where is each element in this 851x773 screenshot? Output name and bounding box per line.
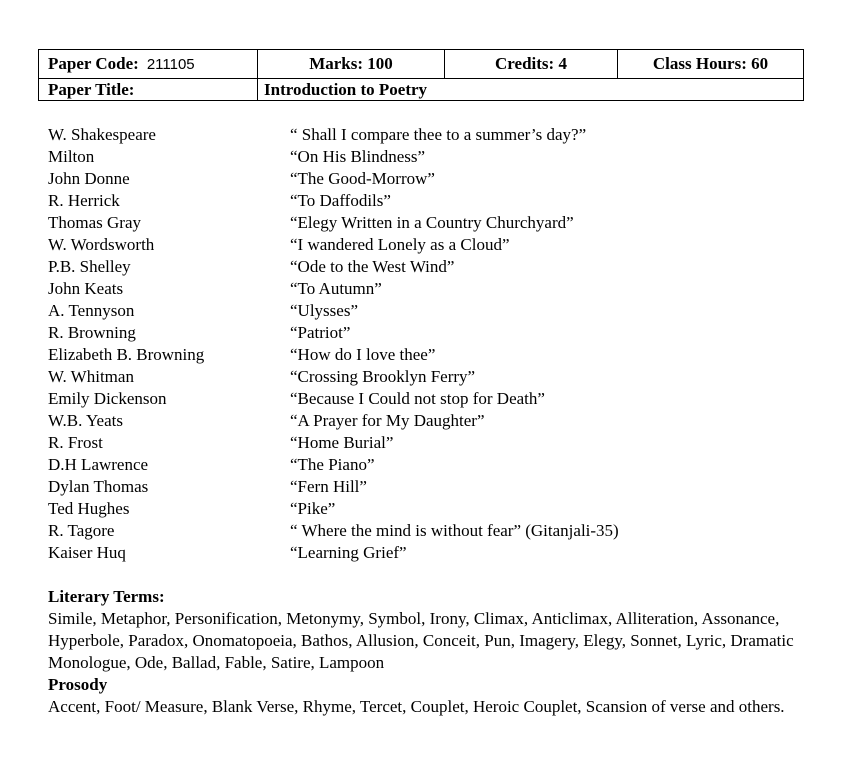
poet-name: Elizabeth B. Browning (48, 345, 205, 364)
poet-name: W.B. Yeats (48, 411, 123, 430)
poem-row (48, 278, 808, 300)
poem-row (48, 366, 808, 388)
poet-name: Thomas Gray (48, 213, 142, 232)
paper-code-cell (39, 50, 258, 79)
poem-row (48, 388, 808, 410)
poet-name: R. Frost (48, 433, 103, 452)
poem-title: “A Prayer for My Daughter” (290, 411, 485, 430)
poem-row (48, 410, 808, 432)
prosody-heading: Prosody (48, 675, 108, 694)
poem-row (48, 300, 808, 322)
course-header-table (38, 49, 804, 101)
poem-row (48, 344, 808, 366)
poem-title: “ Shall I compare thee to a summer’s day?” (290, 125, 587, 144)
poet-name: P.B. Shelley (48, 257, 131, 276)
poem-row (48, 454, 808, 476)
prosody-text: Accent, Foot/ Measure, Blank Verse, Rhyme, Tercet, Couplet, Heroic Couplet, Scansion of verse and others. (48, 697, 785, 716)
poet-name: John Keats (48, 279, 124, 298)
poem-title: “Learning Grief” (290, 543, 407, 562)
poem-row (48, 212, 808, 234)
poem-title: “I wandered Lonely as a Cloud” (290, 235, 510, 254)
poem-row (48, 190, 808, 212)
poem-row (48, 168, 808, 190)
poem-title: “Elegy Written in a Country Churchyard” (290, 213, 574, 232)
class-hours-cell: Class Hours: 60 (618, 50, 804, 79)
poem-title: “Home Burial” (290, 433, 394, 452)
poet-name: Dylan Thomas (48, 477, 149, 496)
poet-name: Emily Dickenson (48, 389, 167, 408)
paper-title-label: Paper Title: (39, 79, 258, 101)
poet-name: R. Tagore (48, 521, 115, 540)
poem-row (48, 146, 808, 168)
poem-title: “Ode to the West Wind” (290, 257, 455, 276)
poem-title: “The Good-Morrow” (290, 169, 435, 188)
poem-title: “On His Blindness” (290, 147, 426, 166)
poem-row (48, 256, 808, 278)
poem-title: “How do I love thee” (290, 345, 436, 364)
poem-title: “Fern Hill” (290, 477, 367, 496)
poet-name: A. Tennyson (48, 301, 135, 320)
poem-title: “Ulysses” (290, 301, 358, 320)
poem-row (48, 476, 808, 498)
poet-name: Kaiser Huq (48, 543, 126, 562)
paper-code-label: Paper Code: (48, 54, 139, 73)
poet-name: W. Shakespeare (48, 125, 156, 144)
poem-row (48, 542, 808, 564)
poem-row (48, 234, 808, 256)
poet-name: W. Whitman (48, 367, 134, 386)
poet-name: W. Wordsworth (48, 235, 155, 254)
literary-terms-heading: Literary Terms: (48, 587, 165, 606)
paper-code-value: 211105 (146, 56, 195, 73)
marks-cell: Marks: 100 (258, 50, 445, 79)
poem-title: “Pike” (290, 499, 336, 518)
poet-name: R. Herrick (48, 191, 120, 210)
terms-section (48, 586, 808, 718)
poet-name: R. Browning (48, 323, 136, 342)
poem-title: “Because I Could not stop for Death” (290, 389, 545, 408)
poem-row (48, 498, 808, 520)
poem-title: “Patriot” (290, 323, 351, 342)
poem-title: “ Where the mind is without fear” (Gitanjali-35) (290, 521, 619, 540)
poem-row (48, 432, 808, 454)
poem-title: “To Autumn” (290, 279, 382, 298)
poem-title: “The Piano” (290, 455, 375, 474)
poem-row (48, 124, 808, 146)
literary-terms-text: Simile, Metaphor, Personification, Metonymy, Symbol, Irony, Climax, Anticlimax, Alliteration, Assonance, Hyperbole, Paradox, Onomatopoeia, Bathos, Allusion, Conceit, Pun, Imagery, Elegy, Sonnet, Lyric, Dramatic Monologue, Ode, Ballad, Fable, Satire, Lampoon (48, 609, 794, 672)
paper-title-value: Introduction to Poetry (258, 79, 804, 101)
poet-name: D.H Lawrence (48, 455, 149, 474)
poem-title: “Crossing Brooklyn Ferry” (290, 367, 476, 386)
poet-name: John Donne (48, 169, 130, 188)
poet-name: Ted Hughes (48, 499, 130, 518)
poem-row (48, 520, 808, 542)
poet-name: Milton (48, 147, 95, 166)
poem-list (48, 124, 808, 564)
poem-title: “To Daffodils” (290, 191, 391, 210)
poem-row (48, 322, 808, 344)
credits-cell: Credits: 4 (445, 50, 618, 79)
